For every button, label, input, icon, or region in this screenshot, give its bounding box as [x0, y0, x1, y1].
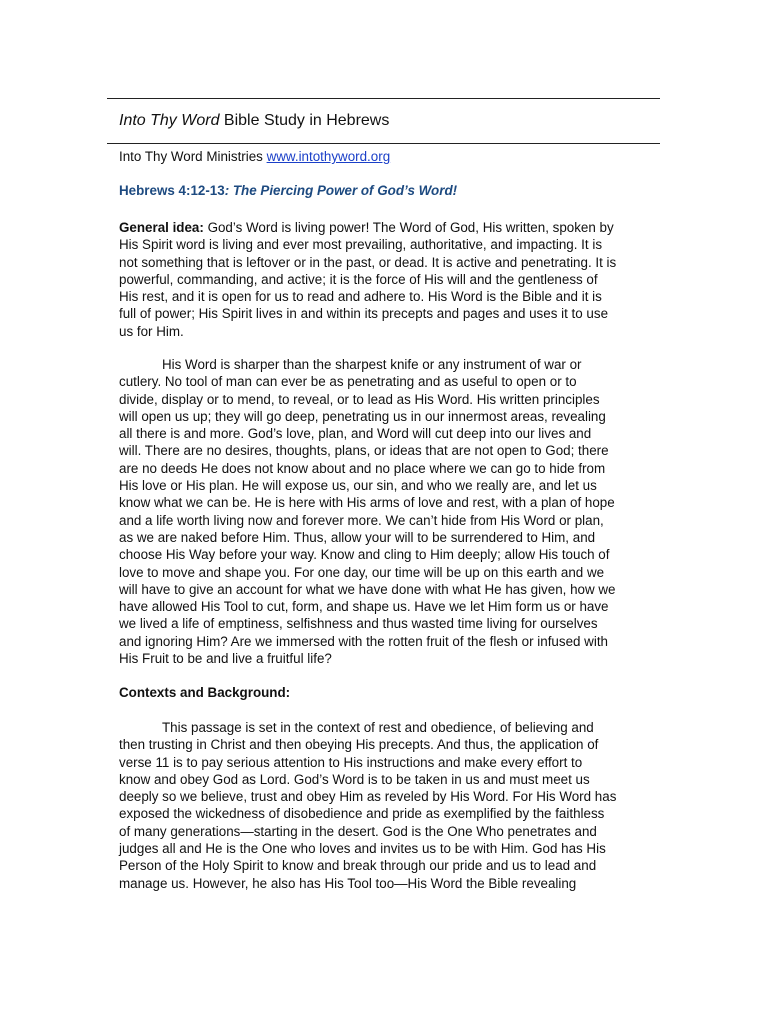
- paragraph-line: are no deeds He does not know about and no place where we can go to hide from: [119, 460, 606, 476]
- title-rest: Bible Study in Hebrews: [219, 112, 390, 129]
- paragraph-line: His Fruit to be and live a fruitful life?: [119, 651, 332, 667]
- paragraph-line: choose His Way before your way. Know and cling to Him deeply; allow His touch of: [119, 547, 610, 563]
- paragraph-line: deeply so we believe, trust and obey Him as reveled by His Word. For His Word has: [119, 789, 617, 805]
- ministry-line: [119, 148, 390, 166]
- paragraph-line: as we are naked before Him. Thus, allow your will to be surrendered to Him, and: [119, 529, 596, 545]
- paragraph-line: verse 11 is to pay serious attention to His instructions and make every effort to: [119, 754, 583, 770]
- paragraph-line: will. There are no desires, thoughts, plans, or ideas that are not open to God; there: [119, 443, 609, 459]
- passage-reference: Hebrews 4:12-13: [119, 183, 225, 198]
- ministry-website-link[interactable]: www.intothyword.org: [266, 149, 391, 164]
- contexts-heading: Contexts and Background:: [119, 685, 291, 700]
- paragraph-line: His love or His plan. He will expose us, our sin, and who we really are, and let us: [119, 478, 597, 494]
- general-idea-paragraph: [119, 219, 679, 340]
- document-title: [119, 111, 389, 131]
- paragraph-line: and ignoring Him? Are we immersed with the rotten fruit of the flesh or infused with: [119, 633, 608, 649]
- title-italic: Into Thy Word: [119, 112, 220, 129]
- paragraph-line: will open us up; they will go deep, penetrating us in our innermost areas, revealing: [119, 408, 606, 424]
- paragraph-line: His Spirit word is living and ever most prevailing, authoritative, and impacting. It is: [119, 237, 603, 253]
- paragraph-line: powerful, commanding, and active; it is the force of His will and the gentleness of: [119, 271, 598, 287]
- paragraph-line: His rest, and it is open for us to read and adhere to. His Word is the Bible and it is: [119, 289, 602, 305]
- header-top-rule: [107, 98, 660, 99]
- paragraph-line: of many generations—starting in the desert. God is the One Who penetrates and: [119, 823, 597, 839]
- paragraph-line: manage us. However, he also has His Tool too—His Word the Bible revealing: [119, 875, 577, 891]
- header-bottom-rule: [107, 143, 660, 144]
- paragraph-line: and a life worth living now and forever more. We can’t hide from His Word or plan,: [119, 512, 604, 528]
- paragraph-line: judges all and He is the One who loves and invites us to be with Him. God has His: [119, 841, 606, 857]
- general-idea-label: General idea:: [119, 220, 204, 235]
- paragraph-line: have allowed His Tool to cut, form, and shape us. Have we let Him form us or have: [119, 599, 609, 615]
- paragraph-line: will have to give an account for what we have done with what He has given, how we: [119, 581, 616, 597]
- paragraph-line: love to move and shape you. For one day, our time will be up on this earth and we: [119, 564, 605, 580]
- paragraph-line: His Word is sharper than the sharpest knife or any instrument of war or: [162, 357, 582, 372]
- paragraph-line: exposed the wickedness of disobedience and pride as exemplified by the faithless: [119, 806, 605, 822]
- paragraph-line: us for Him.: [119, 323, 184, 339]
- paragraph-line: This passage is set in the context of rest and obedience, of believing and: [162, 720, 594, 735]
- paragraph-line: all there is and more. God’s love, plan, and Word will cut deep into our lives and: [119, 426, 592, 442]
- paragraph-line: General idea: God’s Word is living power! The Word of God, His written, spoken by: [119, 220, 614, 235]
- ministry-name: Into Thy Word Ministries: [119, 149, 267, 164]
- word-sharper-paragraph: [119, 356, 679, 667]
- paragraph-line: Person of the Holy Spirit to know and break through our pride and us to lead and: [119, 858, 597, 874]
- paragraph-line: know and obey God as Lord. God’s Word is to be taken in us and must meet us: [119, 771, 590, 787]
- paragraph-line: then trusting in Christ and then obeying His precepts. And thus, the application of: [119, 737, 599, 753]
- passage-heading: [119, 182, 457, 200]
- paragraph-line: not something that is leftover or in the past, or dead. It is active and penetrating. It is: [119, 254, 617, 270]
- paragraph-line: full of power; His Spirit lives in and within its precepts and pages and uses it to use: [119, 306, 609, 322]
- passage-title: : The Piercing Power of God’s Word!: [224, 183, 458, 198]
- paragraph-line: know what we can be. He is here with His arms of love and rest, with a plan of hope: [119, 495, 615, 511]
- contexts-paragraph: [119, 719, 679, 892]
- paragraph-line: cutlery. No tool of man can ever be as penetrating and as useful to open or to: [119, 374, 577, 390]
- paragraph-line: divide, display or to mend, to reveal, or to lead as His Word. His written principles: [119, 391, 600, 407]
- paragraph-line: we lived a life of emptiness, selfishness and thus wasted time living for ourselves: [119, 616, 598, 632]
